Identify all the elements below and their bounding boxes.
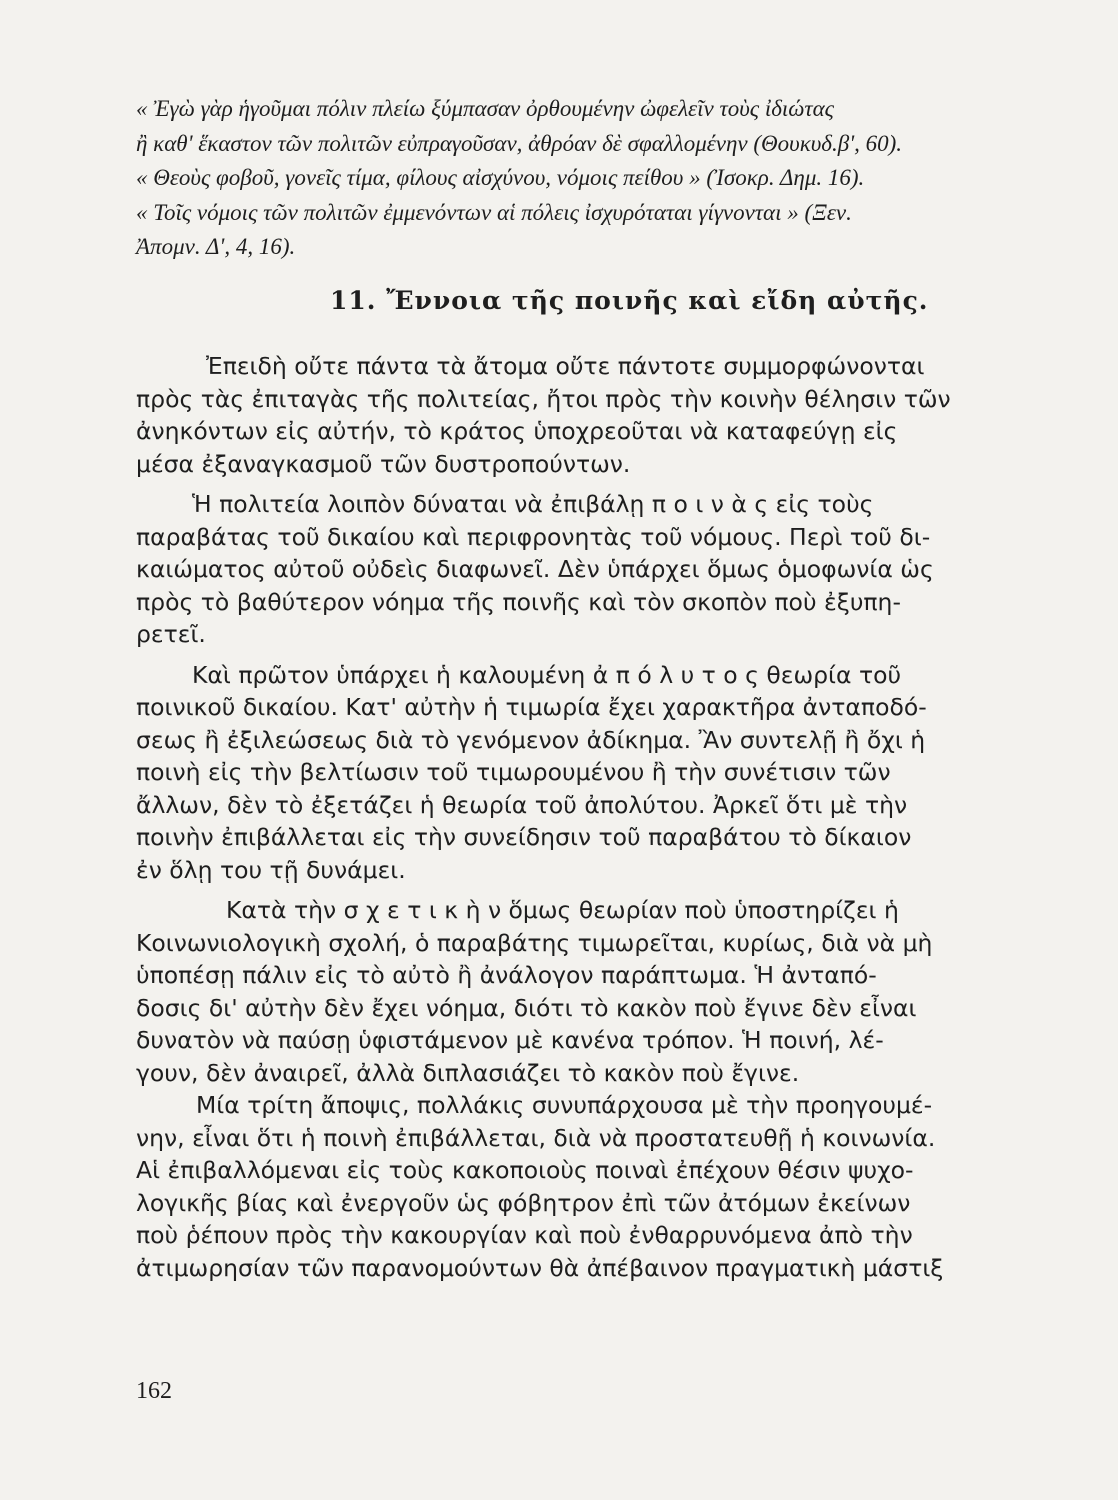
text-line: Κοινωνιολογικὴ σχολή, ὁ παραβάτης τιμωρεῖται, κυρίως, διὰ νὰ μὴ: [136, 928, 933, 957]
quote-line: « Ἐγὼ γὰρ ἡγοῦμαι πόλιν πλείω ξύμπασαν ὀρθουμένην ὠφελεῖν τοὺς ἰδιώτας: [136, 96, 834, 121]
text-line: ρετεῖ.: [136, 620, 206, 648]
body-text: [136, 350, 998, 1284]
text-line: Αἱ ἐπιβαλλόμεναι εἰς τοὺς κακοποιοὺς ποιναὶ ἐπέχουν θέσιν ψυχο-: [136, 1156, 914, 1184]
text-line: λογικῆς βίας καὶ ἐνεργοῦν ὡς φόβητρον ἐπὶ τῶν ἀτόμων ἐκείνων: [136, 1188, 911, 1217]
text-line: πρὸς τὰς ἐπιταγὰς τῆς πολιτείας, ἤτοι πρὸς τὴν κοινὴν θέλησιν τῶν: [136, 384, 951, 413]
text-line: Μία τρίτη ἄποψις, πολλάκις συνυπάρχουσα μὲ τὴν προηγουμέ-: [196, 1091, 933, 1119]
paragraph: [136, 350, 998, 480]
text-line: ποινὴ εἰς τὴν βελτίωσιν τοῦ τιμωρουμένου ἢ τὴν συνέτισιν τῶν: [136, 758, 891, 786]
paragraph: [136, 894, 998, 1089]
text-line: ἐν ὅλῃ του τῇ δυνάμει.: [136, 855, 406, 884]
quote-line: ἢ καθ' ἕκαστον τῶν πολιτῶν εὐπραγοῦσαν, ἀθρόαν δὲ σφαλλομένην (Θουκυδ.β', 60).: [136, 130, 903, 156]
paragraph: [136, 488, 998, 651]
text-line: σεως ἢ ἐξιλεώσεως διὰ τὸ γενόμενον ἀδίκημα. Ἂν συντελῇ ἢ ὄχι ἡ: [136, 725, 926, 754]
text-line: ἀτιμωρησίαν τῶν παρανομούντων θὰ ἀπέβαινον πραγματικὴ μάστιξ: [136, 1253, 944, 1282]
paragraph: [136, 1089, 998, 1284]
text-line: Ἐπειδὴ οὔτε πάντα τὰ ἄτομα οὔτε πάντοτε συμμορφώνονται: [206, 352, 925, 380]
text-line: γουν, δὲν ἀναιρεῖ, ἀλλὰ διπλασιάζει τὸ κακὸν ποὺ ἔγινε.: [136, 1058, 800, 1087]
page-number: 162: [136, 1378, 172, 1404]
text-line: νην, εἶναι ὅτι ἡ ποινὴ ἐπιβάλλεται, διὰ νὰ προστατευθῇ ἡ κοινωνία.: [136, 1123, 936, 1152]
text-line: ἀνηκόντων εἰς αὐτήν, τὸ κράτος ὑποχρεοῦται νὰ καταφεύγῃ εἰς: [136, 417, 898, 445]
text-line: πρὸς τὸ βαθύτερον νόημα τῆς ποινῆς καὶ τὸν σκοπὸν ποὺ ἐξυπη-: [136, 587, 901, 616]
text-line: ποὺ ῥέπουν πρὸς τὴν κακουργίαν καὶ ποὺ ἐνθαρρυνόμενα ἀπὸ τὴν: [136, 1221, 913, 1249]
quote-line: Ἀπομν. Δ', 4, 16).: [136, 234, 296, 259]
quote-line: « Θεοὺς φοβοῦ, γονεῖς τίμα, φίλους αἰσχύνου, νόμοις πείθου » (Ἰσοκρ. Δημ. 16).: [136, 165, 865, 190]
text-line: ποινὴν ἐπιβάλλεται εἰς τὴν συνείδησιν τοῦ παραβάτου τὸ δίκαιον: [136, 823, 912, 851]
text-line: δοσις δι' αὐτὴν δὲν ἔχει νόημα, διότι τὸ κακὸν ποὺ ἔγινε δὲν εἶναι: [136, 993, 917, 1022]
text-line: Ἡ πολιτεία λοιπὸν δύναται νὰ ἐπιβάλῃ π ο ι ν ὰ ς εἰς τοὺς: [192, 490, 874, 518]
text-line: ὑποπέσῃ πάλιν εἰς τὸ αὐτὸ ἢ ἀνάλογον παράπτωμα. Ἡ ἀνταπό-: [136, 961, 877, 989]
quote-line: « Τοῖς νόμοις τῶν πολιτῶν ἐμμενόντων αἱ πόλεις ἰσχυρόταται γίγνονται » (Ξεν.: [136, 199, 852, 225]
text-line: Καὶ πρῶτον ὑπάρχει ἡ καλουμένη ἀ π ό λ υ τ ο ς θεωρία τοῦ: [192, 660, 902, 689]
text-line: Κατὰ τὴν σ χ ε τ ι κ ὴ ν ὅμως θεωρίαν ποὺ ὑποστηρίζει ἡ: [226, 896, 899, 924]
section-heading: 11. Ἔννοια τῆς ποινῆς καὶ εἴδη αὐτῆς.: [330, 286, 929, 315]
text-line: ποινικοῦ δικαίου. Κατ' αὐτὴν ἡ τιμωρία ἔχει χαρακτῆρα ἀνταποδό-: [136, 693, 927, 721]
text-line: μέσα ἐξαναγκασμοῦ τῶν δυστροπούντων.: [136, 449, 631, 478]
text-line: δυνατὸν νὰ παύσῃ ὑφιστάμενον μὲ κανένα τρόπον. Ἡ ποινή, λέ-: [136, 1026, 884, 1054]
quote-block: [136, 92, 998, 265]
text-line: ἄλλων, δὲν τὸ ἐξετάζει ἡ θεωρία τοῦ ἀπολύτου. Ἀρκεῖ ὅτι μὲ τὴν: [136, 790, 908, 819]
text-line: καιώματος αὐτοῦ οὐδεὶς διαφωνεῖ. Δὲν ὑπάρχει ὅμως ὁμοφωνία ὡς: [136, 555, 934, 583]
paragraph: [136, 659, 998, 887]
text-line: παραβάτας τοῦ δικαίου καὶ περιφρονητὰς τοῦ νόμους. Περὶ τοῦ δι-: [136, 522, 931, 551]
